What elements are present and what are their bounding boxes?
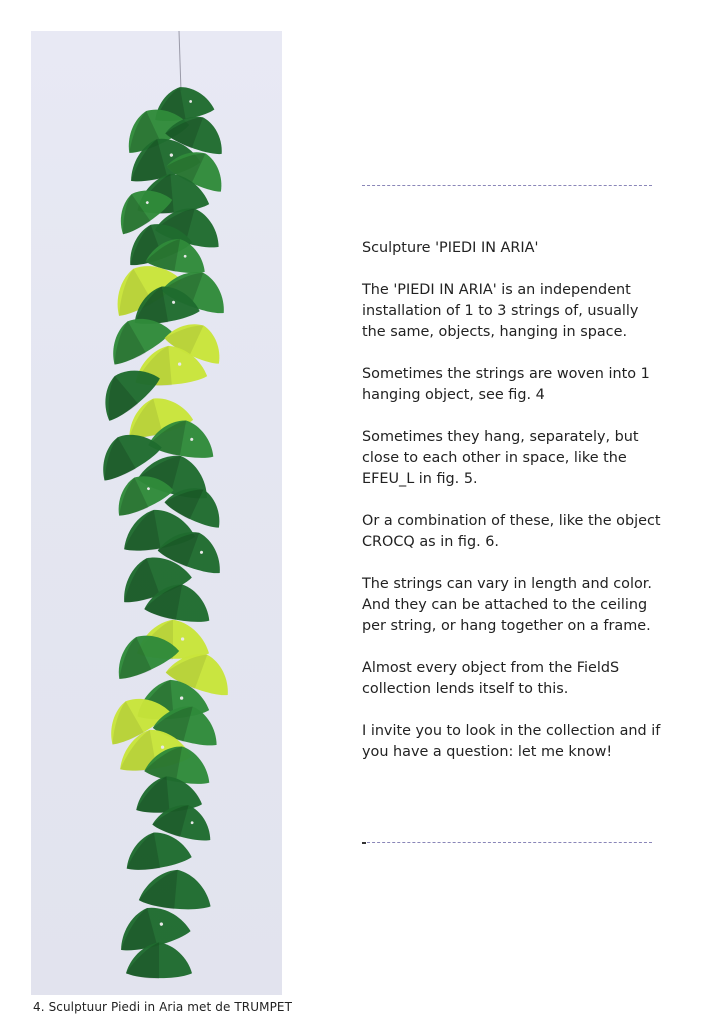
figure-caption: 4. Sculptuur Piedi in Aria met de TRUMPET [33,1000,293,1014]
paragraph-3: Sometimes they hang, separately, but close to each other in space, like the EFEU_L in fig. 5. [362,429,639,487]
felt-cones [89,82,238,979]
article-title: Sculpture 'PIEDI IN ARIA' [362,240,539,256]
article-text [362,238,662,784]
paragraph-5: The strings can vary in length and color. And they can be attached to the ceiling per string, or hang together on a frame. [362,576,652,634]
paragraph-4: Or a combination of these, like the object CROCQ as in fig. 6. [362,513,661,550]
sculpture-illustration [31,31,282,995]
paragraph-2: Sometimes the strings are woven into 1 hanging object, see fig. 4 [362,366,650,403]
sculpture-photo [31,31,282,995]
divider-top [362,185,652,186]
felt-cone [138,867,213,913]
paragraph-6: Almost every object from the FieldS collection lends itself to this. [362,660,620,697]
hanging-string [179,31,181,91]
paragraph-1: The 'PIEDI IN ARIA' is an independent installation of 1 to 3 strings of, usually the same, objects, hanging in space. [362,282,639,340]
paragraph-7: I invite you to look in the collection and if you have a question: let me know! [362,723,661,760]
divider-bottom [362,842,652,843]
